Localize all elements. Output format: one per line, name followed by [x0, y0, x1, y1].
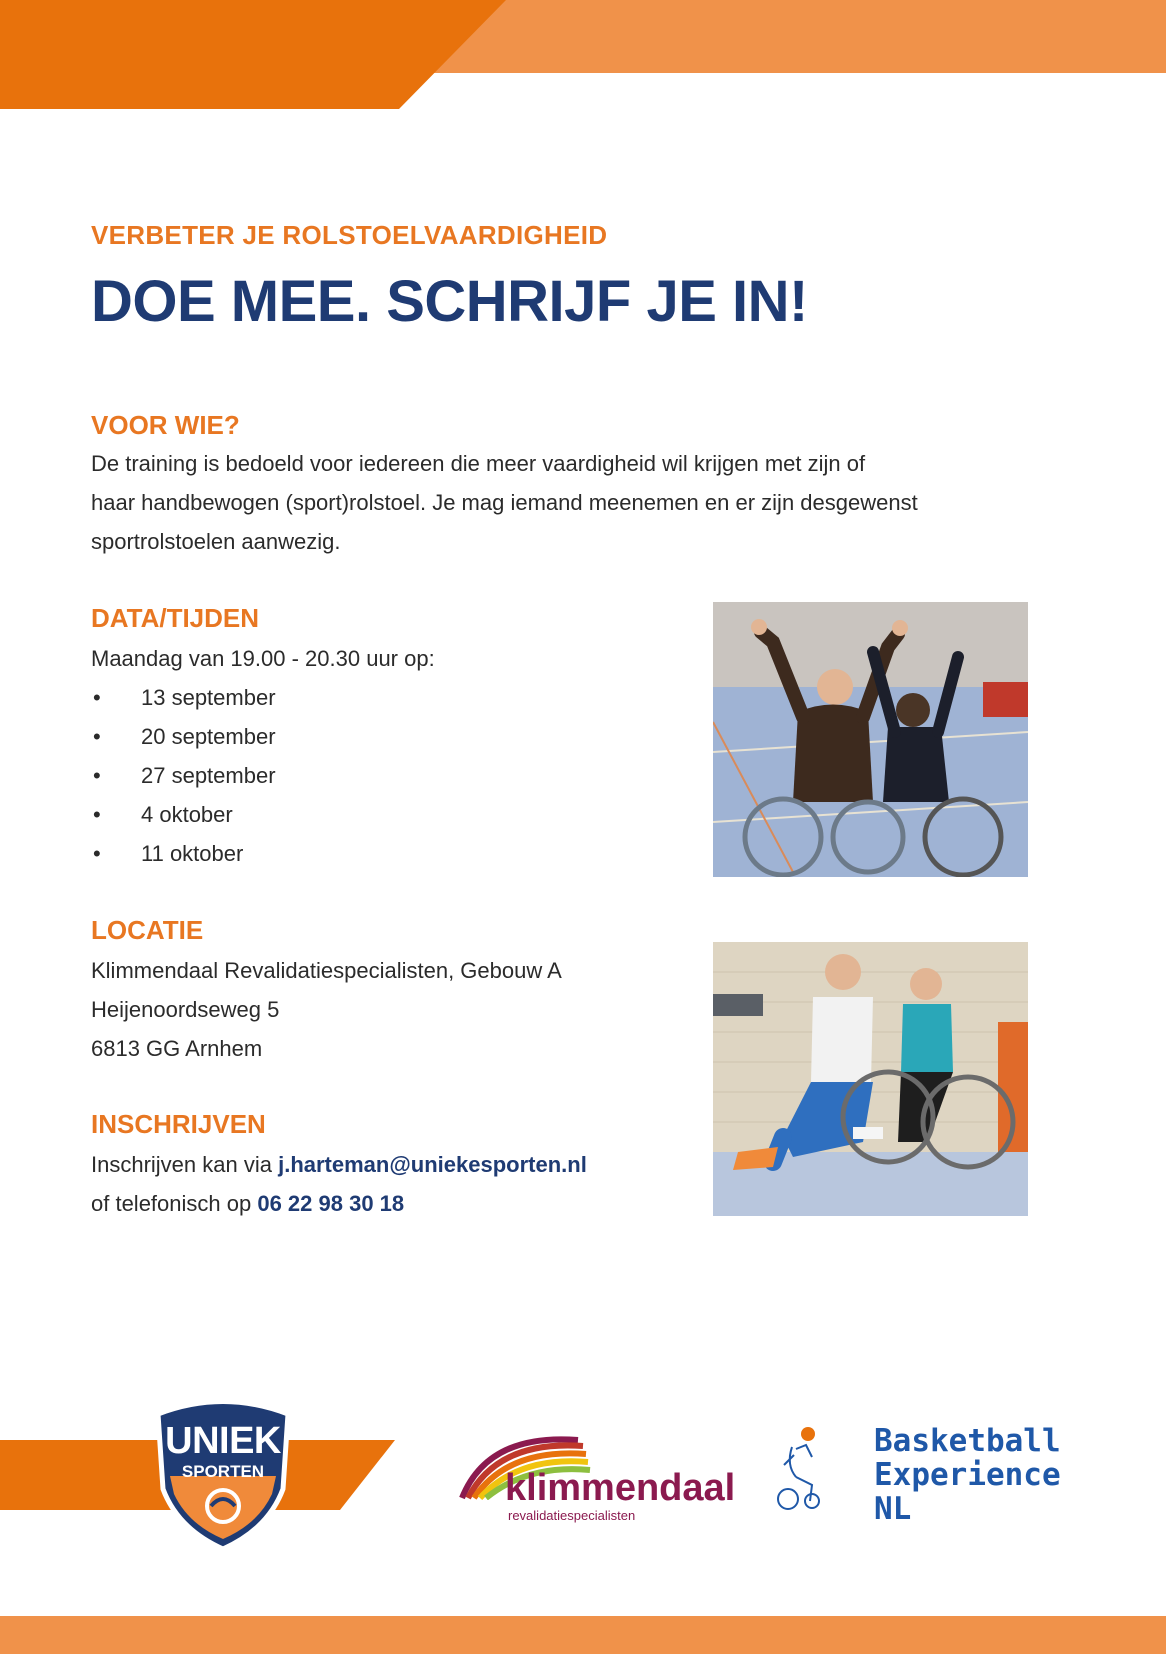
- address-line: Klimmendaal Revalidatiespecialisten, Gebouw A: [91, 958, 562, 983]
- photo-wheelchair-cheer: [713, 602, 1028, 877]
- data-tijden-heading: DATA/TIJDEN: [91, 603, 260, 633]
- locatie-address: [91, 951, 562, 1068]
- list-item: • 11 oktober: [91, 834, 276, 873]
- wheelchair-basketball-icon: [772, 1425, 832, 1517]
- nl-line: NL: [874, 1491, 912, 1527]
- voor-wie-line: sportrolstoelen aanwezig.: [91, 529, 341, 554]
- bottom-bar: [0, 1616, 1166, 1654]
- basketball-line: Basketball: [874, 1423, 1061, 1459]
- top-banner: [0, 0, 1166, 110]
- inschrijven-heading: INSCHRIJVEN: [91, 1109, 266, 1139]
- voor-wie-line: haar handbewogen (sport)rolstoel. Je mag iemand meenemen en er zijn desgewenst: [91, 490, 918, 515]
- address-line: Heijenoordseweg 5: [91, 997, 280, 1022]
- address-line: 6813 GG Arnhem: [91, 1036, 263, 1061]
- voor-wie-line: De training is bedoeld voor iedereen die meer vaardigheid wil krijgen met zijn of: [91, 451, 866, 476]
- bullet: •: [93, 685, 101, 710]
- photo-wheelchair-coaching: [713, 942, 1028, 1216]
- voor-wie-heading: VOOR WIE?: [91, 410, 240, 440]
- data-tijden-intro: Maandag van 19.00 - 20.30 uur op:: [91, 646, 435, 671]
- basketball-experience-logo: [874, 1424, 1061, 1526]
- inschrijven-line: Inschrijven kan via j.harteman@uniekesporten.nl: [91, 1152, 587, 1177]
- list-item: • 20 september: [91, 717, 276, 756]
- uniek-logo-text: UNIEK: [165, 1420, 281, 1462]
- email-link[interactable]: j.harteman@uniekesporten.nl: [278, 1152, 587, 1177]
- bullet: •: [93, 841, 101, 866]
- bullet: •: [93, 763, 101, 788]
- subtitle: VERBETER JE ROLSTOELVAARDIGHEID: [91, 220, 608, 250]
- klimmendaal-sub-text: revalidatiespecialisten: [508, 1508, 636, 1523]
- bullet: •: [93, 724, 101, 749]
- locatie-heading: LOCATIE: [91, 915, 204, 945]
- dates-list: [91, 678, 276, 873]
- experience-line: Experience: [874, 1457, 1061, 1493]
- page-title: DOE MEE. SCHRIJF JE IN!: [91, 269, 808, 334]
- bullet: •: [93, 802, 101, 827]
- sporten-logo-text: SPORTEN: [181, 1462, 265, 1481]
- list-item: • 27 september: [91, 756, 276, 795]
- inschrijven-line: of telefonisch op 06 22 98 30 18: [91, 1191, 405, 1216]
- phone-number[interactable]: 06 22 98 30 18: [257, 1191, 405, 1216]
- klimmendaal-logo-text: klimmendaal: [505, 1467, 736, 1509]
- voor-wie-text: [91, 444, 1051, 561]
- list-item: • 13 september: [91, 678, 276, 717]
- list-item: • 4 oktober: [91, 795, 276, 834]
- inschrijven-text: [91, 1145, 587, 1223]
